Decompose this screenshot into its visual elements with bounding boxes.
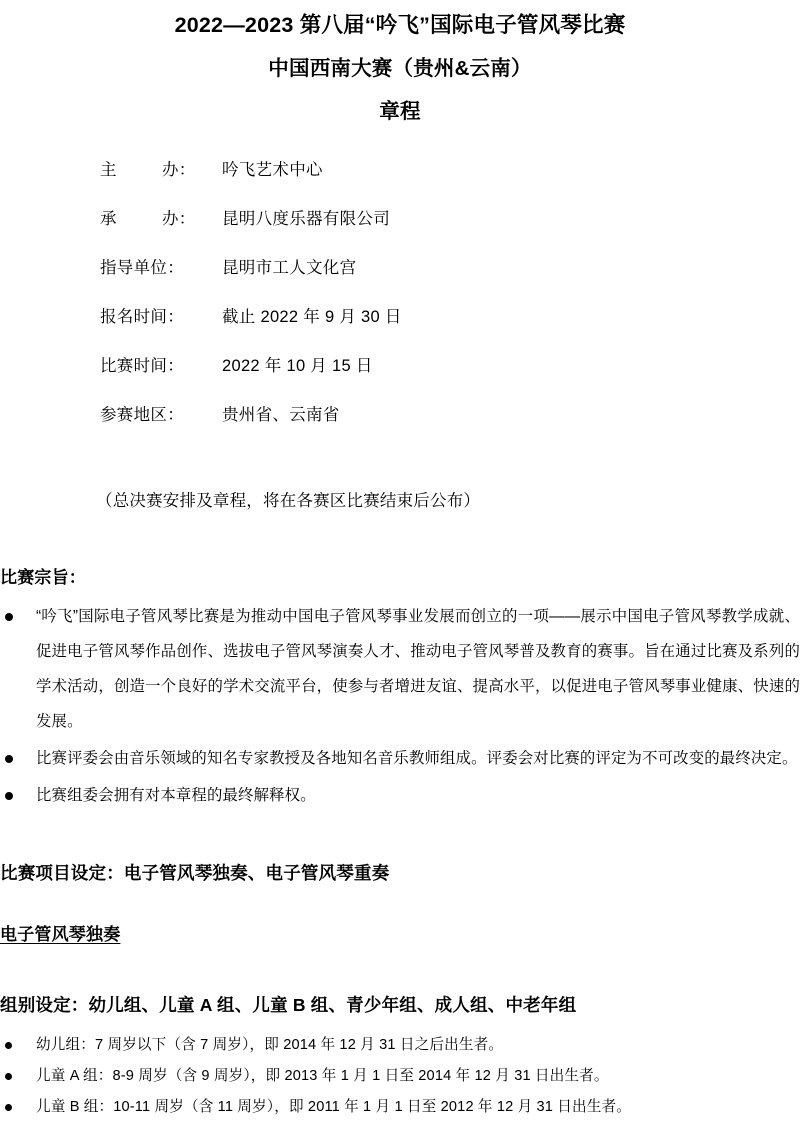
info-label-coorganizer-suffix: 办： (162, 210, 196, 228)
info-value-registration-time: 截止 2022 年 9 月 30 日 (222, 308, 402, 326)
bullet-dot-icon (5, 1030, 14, 1061)
info-label-organizer-prefix: 主 (100, 161, 117, 179)
list-item (0, 1030, 800, 1061)
list-item-text: 比赛评委会由音乐领域的知名专家教授及各地知名音乐教师组成。评委会对比赛的评定为不可改变的最终决定。 (36, 750, 798, 767)
info-value-competition-time: 2022 年 10 月 15 日 (222, 357, 373, 375)
info-row-coorganizer (100, 205, 800, 254)
info-row-competition-time (100, 352, 800, 401)
info-row-guidance-unit (100, 254, 800, 303)
info-label-coorganizer-prefix: 承 (100, 210, 117, 228)
info-label-competition-time: 比赛时间： (100, 357, 184, 375)
section-heading-purpose: 比赛宗旨： (0, 568, 86, 587)
info-label-guidance-unit: 指导单位： (100, 259, 184, 277)
bullet-dot-icon (5, 599, 14, 634)
list-item-text: 儿童 A 组：8-9 周岁（含 9 周岁），即 2013 年 1 月 1 日至 2014 年 12 月 31 日出生者。 (36, 1068, 609, 1084)
info-value-guidance-unit: 昆明市工人文化宫 (222, 259, 357, 277)
section-heading-solo-wrapper (0, 885, 800, 945)
finals-note: （总决赛安排及章程，将在各赛区比赛结束后公布） (96, 492, 481, 510)
info-label-coorganizer (100, 205, 222, 229)
info-value-coorganizer: 昆明八度乐器有限公司 (222, 210, 390, 228)
info-label-registration-time: 报名时间： (100, 308, 184, 326)
section-heading-groups: 组别设定：幼儿组、儿童 A 组、儿童 B 组、青少年组、成人组、中老年组 (0, 995, 577, 1015)
info-value-organizer: 吟飞艺术中心 (222, 161, 323, 179)
info-label-organizer-suffix: 办： (162, 161, 196, 179)
event-info-block (0, 156, 800, 450)
page-title-line-3: 章程 (379, 100, 421, 123)
list-item-text: “吟飞”国际电子管风琴比赛是为推动中国电子管风琴事业发展而创立的一项——展示中国电子管风琴教学成就、促进电子管风琴作品创作、选拔电子管风琴演奏人才、推动电子管风琴普及教育的赛事。旨在通过比赛及系列的学术活动，创造一个良好的学术交流平台，使参与者增进友谊、提高水平，以促进电子管风琴事业健康、快速的发展。 (36, 608, 800, 730)
document-title-block (0, 0, 800, 133)
info-label-regions: 参赛地区： (100, 406, 184, 424)
page-title-line-1: 2022—2023 第八届“吟飞”国际电子管风琴比赛 (174, 13, 626, 37)
info-label-organizer (100, 156, 222, 180)
info-row-regions (100, 401, 800, 450)
page-title-line-2: 中国西南大赛（贵州&云南） (268, 57, 532, 80)
age-group-bullet-list (0, 1030, 800, 1123)
purpose-bullet-list (0, 599, 800, 813)
bullet-dot-icon (5, 741, 14, 776)
list-item-text: 比赛组委会拥有对本章程的最终解释权。 (36, 787, 316, 804)
list-item (0, 741, 800, 776)
info-row-registration-time (100, 303, 800, 352)
info-row-organizer (100, 156, 800, 205)
list-item-text: 幼儿组：7 周岁以下（含 7 周岁），即 2014 年 12 月 31 日之后出生者。 (36, 1037, 504, 1053)
bullet-dot-icon (5, 1061, 14, 1092)
list-item (0, 778, 800, 813)
info-value-regions: 贵州省、云南省 (222, 406, 340, 424)
section-heading-events: 比赛项目设定：电子管风琴独奏、电子管风琴重奏 (0, 863, 390, 883)
list-item (0, 599, 800, 739)
bullet-dot-icon (5, 778, 14, 813)
list-item-text: 儿童 B 组：10-11 周岁（含 11 周岁），即 2011 年 1 月 1 日至 2012 年 12 月 31 日出生者。 (36, 1099, 632, 1115)
section-heading-solo: 电子管风琴独奏 (0, 925, 121, 944)
list-item (0, 1061, 800, 1092)
